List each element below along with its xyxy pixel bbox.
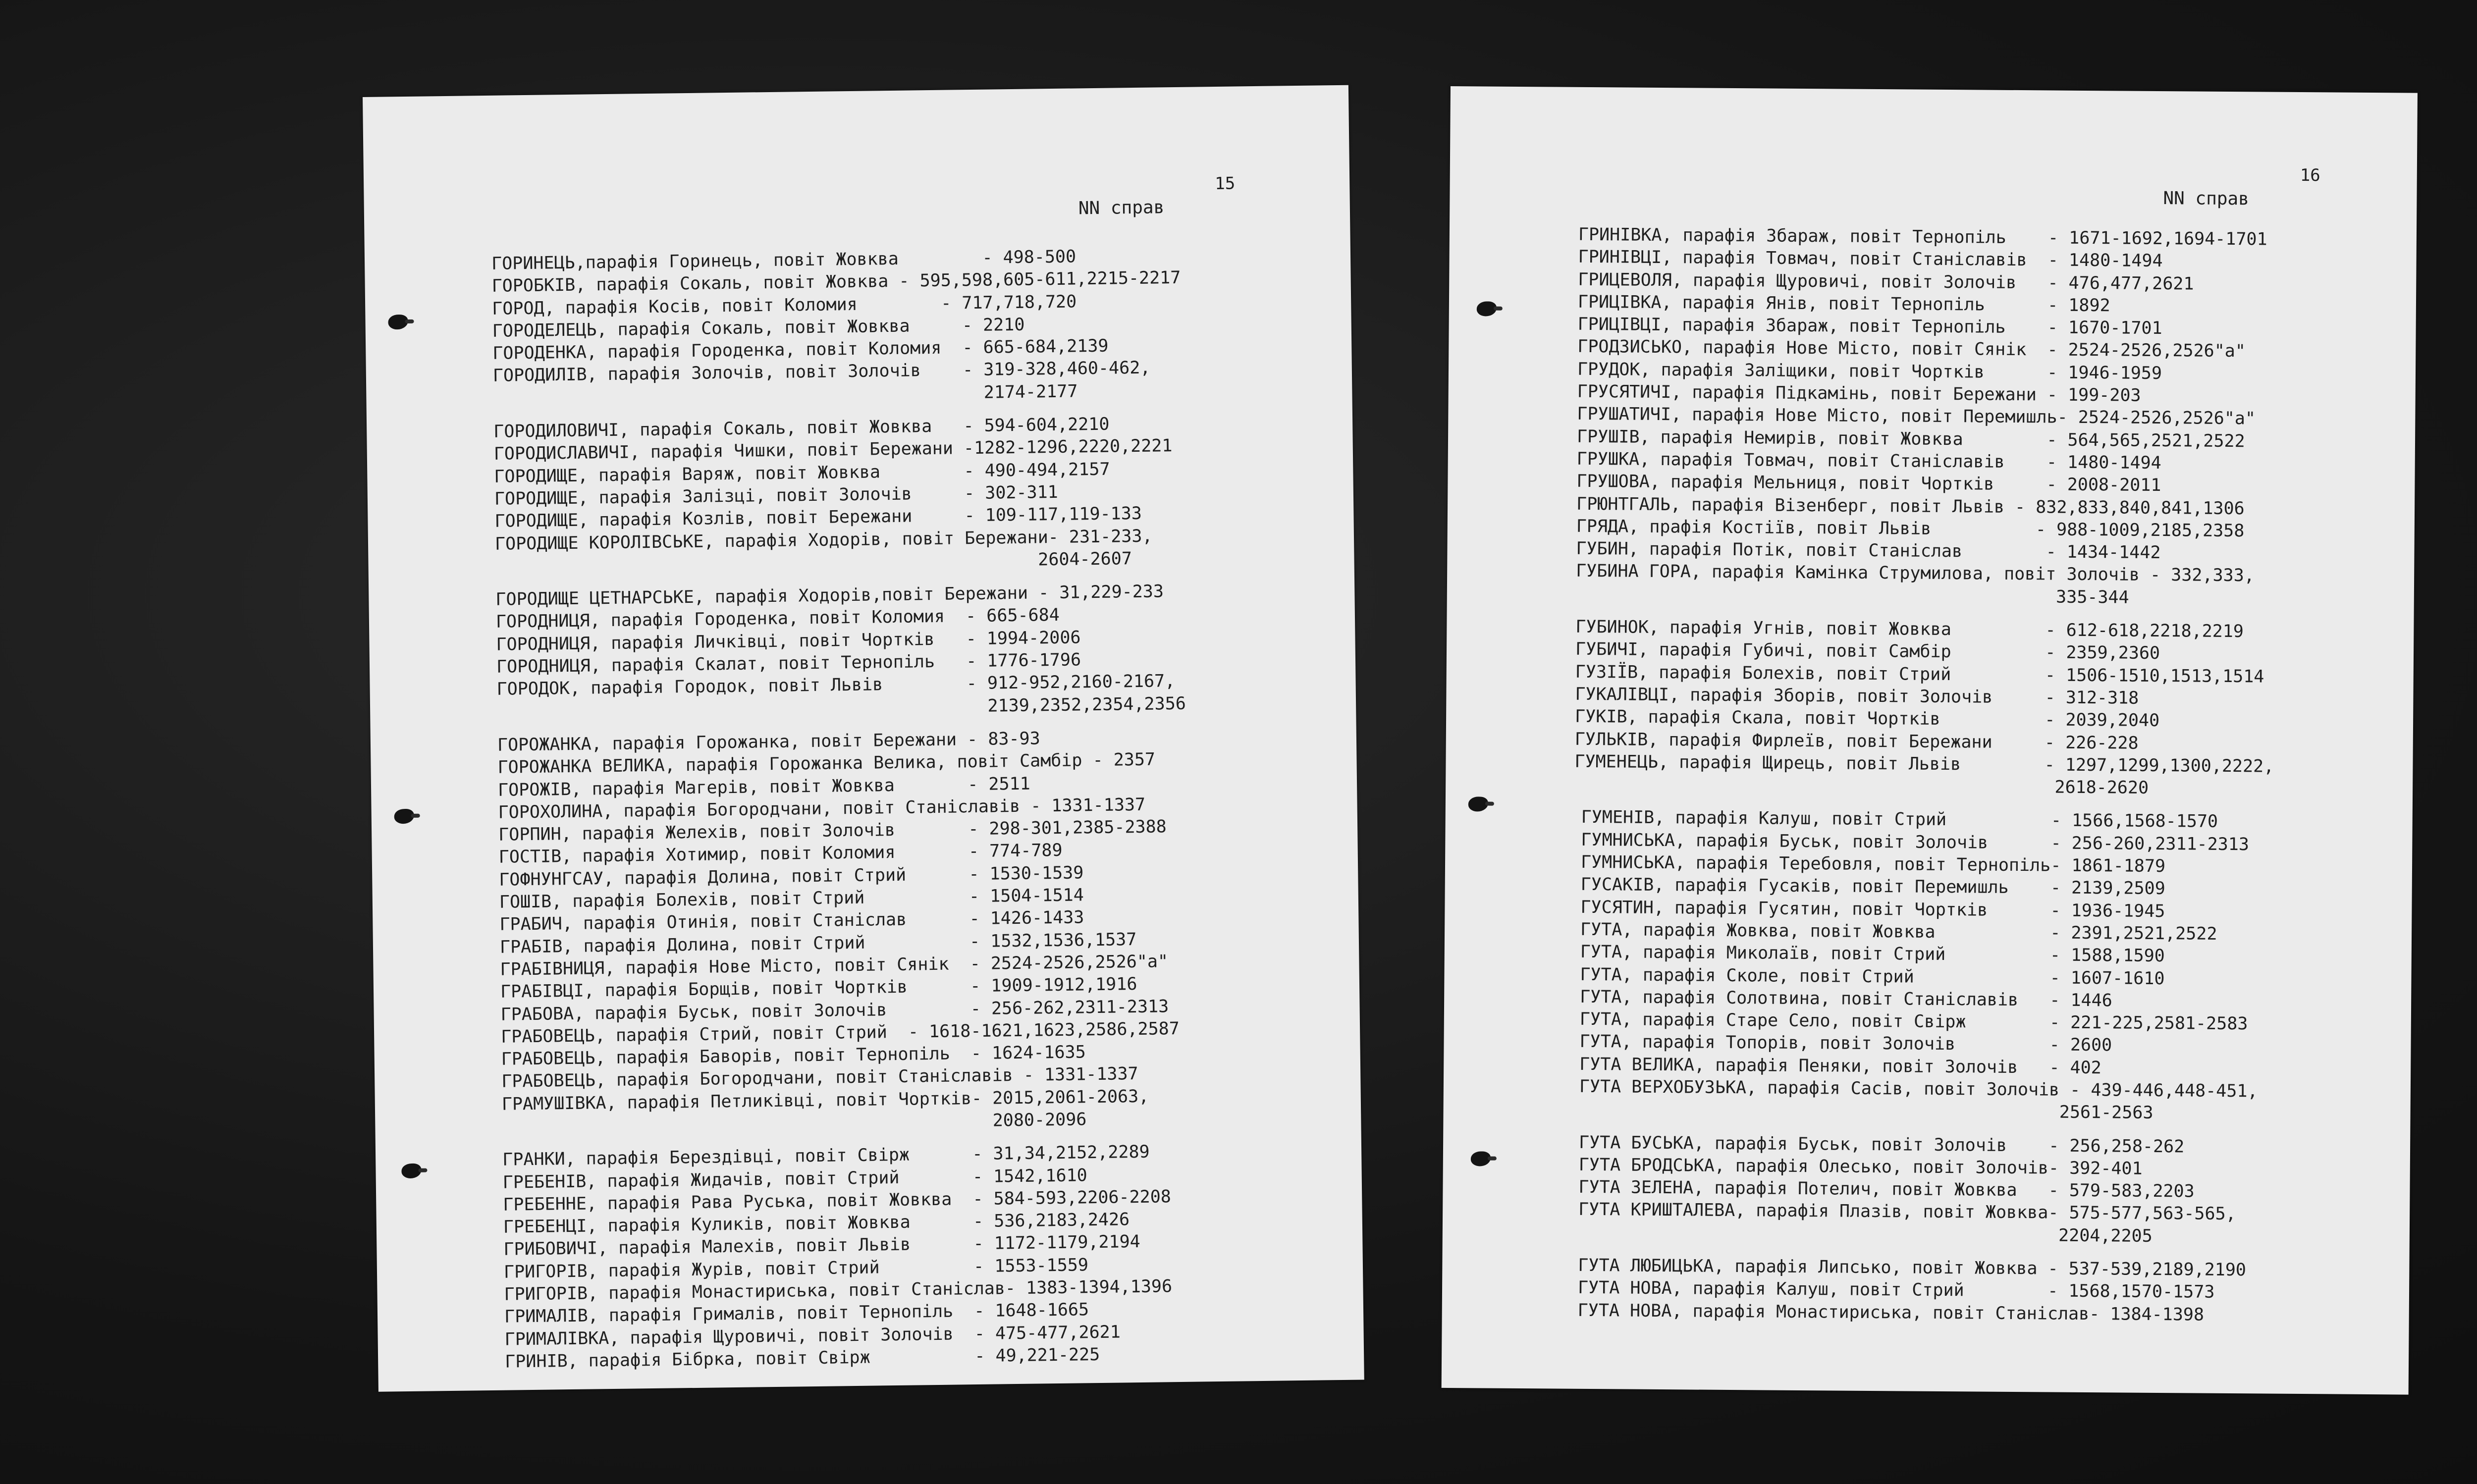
index-entry: ГРИГОРІВ, парафія Журів, повіт Стрий - 1553-1559 [503, 1255, 1089, 1282]
index-entry: ГОРОДЕЛЕЦЬ, парафія Сокаль, повіт Жовква - 2210 [492, 315, 1025, 341]
column-header: NN справ [1078, 197, 1165, 219]
index-entry: ГОРОЖАНКА, парафія Горожанка, повіт Бережани - 83-93 [497, 729, 1040, 755]
index-entry: ГОРОДЕНКА, парафія Городенка, повіт Коломия - 665-684,2139 [492, 336, 1109, 364]
index-entry: ГУТА ЗЕЛЕНА, парафія Потелич, повіт Жовква - 579-583,2203 [1578, 1177, 2195, 1202]
index-entry: ГРАНКИ, парафія Берездівці, повіт Свірж - 31,34,2152,2289 [502, 1142, 1150, 1170]
index-entry: ГОФНУНГСАУ, парафія Долина, повіт Стрий - 1530-1539 [499, 863, 1084, 890]
punch-hole [1468, 796, 1488, 811]
index-entry: ГОРОДИСЛАВИЧІ, парафія Чишки, повіт Бережани -1282-1296,2220,2221 [493, 436, 1173, 465]
index-entry: ГУТА БРОДСЬКА, парафія Олесько, повіт Золочів- 392-401 [1578, 1155, 2143, 1179]
index-entry: ГУМНИСЬКА, парафія Теребовля, повіт Тернопіль- 1861-1879 [1580, 852, 2166, 877]
index-entry: ГРЮНТГАЛЬ, парафія Візенберг, повіт Львів - 832,833,840,841,1306 [1576, 494, 2245, 519]
index-entry: ГОРОДНИЦЯ, парафія Городенка, повіт Коломия - 665-684 [495, 605, 1060, 633]
index-entry: ГРУСЯТИЧІ, парафія Підкамінь, повіт Бережани - 199-203 [1577, 381, 2141, 406]
index-entry: ГРАБІВ, парафія Долина, повіт Стрий - 1532,1536,1537 [499, 929, 1137, 957]
index-entry: 335-344 [1575, 583, 2129, 608]
index-entry: ГОРОДНИЦЯ, парафія Личківці, повіт Чортків - 1994-2006 [496, 628, 1081, 655]
index-entry: ГОРОДИЩЕ, парафія Варяж, повіт Жовква - 490-494,2157 [494, 459, 1110, 487]
index-entry: ГОРОДИЩЕ КОРОЛІВСЬКЕ, парафія Ходорів, повіт Бережани- 231-233, [494, 526, 1153, 554]
index-entry: ГУТА ЛЮБИЦЬКА, парафія Липсько, повіт Жовква - 537-539,2189,2190 [1578, 1255, 2247, 1280]
index-entry: ГОРОХОЛИНА, парафія Богородчани, повіт Станіславів - 1331-1337 [498, 795, 1146, 823]
index-entry: ГОРОЖАНКА ВЕЛИКА, парафія Горожанка Велика, повіт Самбір - 2357 [497, 749, 1156, 778]
index-entry: ГУТА КРИШТАЛЕВА, парафія Плазів, повіт Жовква- 575-577,563-565, [1578, 1200, 2236, 1224]
index-entry: ГУЛЬКІВ, парафія Фирлеїв, повіт Бережани - 226-228 [1574, 729, 2139, 753]
index-entry: ГОРОДИЩЕ, парафія Козлів, повіт Бережани - 109-117,119-133 [494, 504, 1142, 532]
index-entry: ГРУШІВ, парафія Немирів, повіт Жовква - 564,565,2521,2522 [1576, 426, 2245, 451]
index-entry: ГРУШОВА, парафія Мельниця, повіт Чортків - 2008-2011 [1576, 472, 2161, 496]
index-entry: ГРОДЗИСЬКО, парафія Нове Місто, повіт Сянік - 2524-2526,2526"а" [1577, 337, 2246, 362]
index-entry: ГУТА, парафія Сколе, повіт Стрий - 1607-1610 [1580, 964, 2165, 989]
index-entry: ГУБИНОК, парафія Угнів, повіт Жовква - 612-618,2218,2219 [1575, 617, 2244, 642]
index-entry: ГРИМАЛІВКА, парафія Щуровичі, повіт Золочів - 475-477,2621 [504, 1322, 1121, 1350]
index-entry: 2618-2620 [1574, 774, 2149, 798]
index-entry: ГУМЕНІВ, парафія Калуш, повіт Стрий - 1566,1568-1570 [1581, 807, 2218, 832]
index-entry: ГРИНІВЦІ, парафія Товмач, повіт Станіславів - 1480-1494 [1578, 247, 2163, 271]
index-entry: 2139,2352,2354,2356 [496, 693, 1186, 722]
punch-hole [394, 809, 414, 824]
index-entry: ГРАБОВЕЦЬ, парафія Стрий, повіт Стрий - 1618-1621,1623,2586,2587 [500, 1018, 1180, 1047]
index-entry: ГОШІВ, парафія Болехів, повіт Стрий - 1504-1514 [499, 885, 1084, 912]
index-entry: ГОРОЖІВ, парафія Магерів, повіт Жовква - 2511 [497, 774, 1030, 800]
punch-hole [388, 315, 408, 329]
index-entry: ГРЕБЕНЦІ, парафія Куликів, повіт Жовква - 536,2183,2426 [503, 1210, 1130, 1237]
index-entry: ГУТА, парафія Старе Село, повіт Свірж - 221-225,2581-2583 [1579, 1009, 2248, 1034]
index-entry: ГУБИЧІ, парафія Губичі, повіт Самбір - 2359,2360 [1575, 639, 2160, 664]
index-entry: ГУТА ВЕЛИКА, парафія Пеняки, повіт Золочів - 402 [1579, 1054, 2101, 1078]
index-entry: ГУТА НОВА, парафія Монастириська, повіт Станіслав- 1384-1398 [1577, 1300, 2205, 1325]
index-entry: ГРИГОРІВ, парафія Монастириська, повіт Станіслав- 1383-1394,1396 [504, 1276, 1173, 1305]
index-entry: ГОРОДНИЦЯ, парафія Скалат, повіт Тернопіль - 1776-1796 [496, 650, 1081, 677]
index-entry: ГУТА НОВА, парафія Калуш, повіт Стрий - 1568,1570-1573 [1577, 1278, 2215, 1303]
punch-hole [1471, 1151, 1491, 1166]
index-entry: ГУТА, парафія Жовква, повіт Жовква - 2391,2521,2522 [1580, 919, 2217, 944]
index-entry: 2204,2205 [1578, 1222, 2153, 1246]
index-entry: ГОРОДИЩЕ ЦЕТНАРСЬКЕ, парафія Ходорів,повіт Бережани - 31,229-233 [495, 582, 1164, 610]
index-entry: ГОСТІВ, парафія Хотимир, повіт Коломия - 774-789 [498, 841, 1063, 868]
index-entry: ГУТА, парафія Топорів, повіт Золочів - 2600 [1579, 1032, 2112, 1056]
index-entry: ГРИМАЛІВ, парафія Грималів, повіт Тернопіль - 1648-1665 [504, 1300, 1089, 1327]
entry-list [491, 243, 1357, 1374]
index-entry: ГОРОДИЩЕ, парафія Залізці, повіт Золочів - 302-311 [494, 482, 1058, 509]
index-entry: ГРЕБЕННЕ, парафія Рава Руська, повіт Жовква - 584-593,2206-2208 [503, 1187, 1172, 1215]
index-entry: ГРИБОВИЧІ, парафія Малехів, повіт Львів - 1172-1179,2194 [503, 1232, 1140, 1260]
index-entry: ГУМЕНЕЦЬ, парафія Щирець, повіт Львів - 1297,1299,1300,2222, [1574, 751, 2274, 777]
column-header: NN справ [2163, 188, 2249, 210]
index-entry: ГРЕБЕНІВ, парафія Жидачів, повіт Стрий - 1542,1610 [502, 1165, 1087, 1193]
index-entry: ГОРОДОК, парафія Городок, повіт Львів - 912-952,2160-2167, [496, 671, 1176, 700]
index-entry: ГУСЯТИН, парафія Гусятин, повіт Чортків - 1936-1945 [1580, 897, 2165, 921]
index-entry: ГРАБИЧ, парафія Отинія, повіт Станіслав - 1426-1433 [499, 907, 1084, 935]
index-entry: ГУБИН, парафія Потік, повіт Станіслав - 1434-1442 [1576, 538, 2161, 563]
index-entry: ГУТА, парафія Солотвина, повіт Станіславів - 1446 [1580, 987, 2112, 1011]
punch-hole [1477, 301, 1497, 316]
index-entry: ГУКІВ, парафія Скала, повіт Чортків - 2039,2040 [1574, 707, 2160, 731]
page-number: 16 [2300, 165, 2320, 186]
index-entry: ГУТА БУСЬКА, парафія Буськ, повіт Золочів - 256,258-262 [1578, 1132, 2185, 1157]
index-entry: 2080-2096 [502, 1110, 1087, 1137]
index-entry: ГРУШАТИЧІ, парафія Нове Місто, повіт Перемишль- 2524-2526,2526"а" [1577, 404, 2256, 429]
index-entry: ГОРОД, парафія Косів, повіт Коломия - 717,718,720 [491, 292, 1077, 319]
index-entry: ГРАМУШІВКА, парафія Петликівці, повіт Чортків- 2015,2061-2063, [501, 1086, 1149, 1114]
index-entry: ГРИЦЕВОЛЯ, парафія Щуровичі, повіт Золочів - 476,477,2621 [1578, 269, 2194, 294]
index-entry: ГУКАЛІВЦІ, парафія Зборів, повіт Золочів - 312-318 [1575, 684, 2139, 708]
index-entry: ГРАБОВЕЦЬ, парафія Богородчани, повіт Станіславів - 1331-1337 [501, 1064, 1138, 1092]
index-entry: ГРАБІВЦІ, парафія Борщів, повіт Чортків - 1909-1912,1916 [500, 974, 1137, 1002]
entry-list [1571, 224, 2411, 1328]
index-entry: ГОРОДИЛІВ, парафія Золочів, повіт Золочів - 319-328,460-462, [492, 358, 1151, 386]
index-entry: ГУТА, парафія Миколаїв, повіт Стрий - 1588,1590 [1580, 942, 2165, 966]
page-number: 15 [1215, 173, 1236, 194]
index-entry: ГУСАКІВ, парафія Гусаків, повіт Перемишль - 2139,2509 [1580, 875, 2165, 899]
index-entry: ГРИЦІВКА, парафія Янів, повіт Тернопіль - 1892 [1577, 292, 2110, 316]
index-entry: ГРАБОВА, парафія Буськ, повіт Золочів - 256-262,2311-2313 [500, 996, 1169, 1025]
index-entry: 2174-2177 [493, 381, 1078, 409]
index-entry: ГРУШКА, парафія Товмач, повіт Станіславів - 1480-1494 [1576, 449, 2161, 474]
index-entry: ГРУДОК, парафія Заліщики, повіт Чортків - 1946-1959 [1577, 359, 2162, 383]
index-entry: ГУТА ВЕРХОБУЗЬКА, парафія Сасів, повіт Золочів - 439-446,448-451, [1579, 1076, 2258, 1102]
left-page [363, 85, 1364, 1392]
index-entry: ГРАБОВЕЦЬ, парафія Баворів, повіт Тернопіль - 1624-1635 [501, 1042, 1086, 1069]
index-entry: ГРЯДА, прафія Костіїв, повіт Львів - 988-1009,2185,2358 [1576, 516, 2245, 541]
index-entry: ГУБИНА ГОРА, парафія Камінка Струмилова, повіт Золочів - 332,333, [1576, 561, 2255, 586]
index-entry: ГРИНІВКА, парафія Збараж, повіт Тернопіль - 1671-1692,1694-1701 [1578, 224, 2267, 250]
index-entry: ГОРИНЕЦЬ,парафія Горинець, повіт Жовква - 498-500 [491, 247, 1077, 274]
index-entry: ГОРОБКІВ, парафія Сокаль, повіт Жовква - 595,598,605-611,2215-2217 [491, 268, 1181, 297]
index-entry: ГРАБІВНИЦЯ, парафія Нове Місто, повіт Сянік - 2524-2526,2526"а" [500, 952, 1169, 980]
index-entry: 2561-2563 [1579, 1099, 2154, 1123]
index-entry: ГУМНИСЬКА, парафія Буськ, повіт Золочів - 256-260,2311-2313 [1581, 830, 2250, 855]
index-entry: ГОРОДИЛОВИЧІ, парафія Сокаль, повіт Жовква - 594-604,2210 [493, 414, 1110, 442]
punch-hole [401, 1164, 421, 1178]
index-entry: ГРИНІВ, парафія Бібрка, повіт Свірж - 49,221-225 [504, 1344, 1100, 1372]
index-entry: ГУЗІЇВ, парафія Болехів, повіт Стрий - 1506-1510,1513,1514 [1575, 662, 2264, 687]
index-entry: ГРИЦІВЦІ, парафія Збараж, повіт Тернопіль - 1670-1701 [1577, 314, 2162, 339]
index-entry: 2604-2607 [495, 548, 1132, 577]
index-entry: ГОРПИН, парафія Желехів, повіт Золочів - 298-301,2385-2388 [498, 817, 1167, 845]
right-page [1442, 86, 2418, 1395]
